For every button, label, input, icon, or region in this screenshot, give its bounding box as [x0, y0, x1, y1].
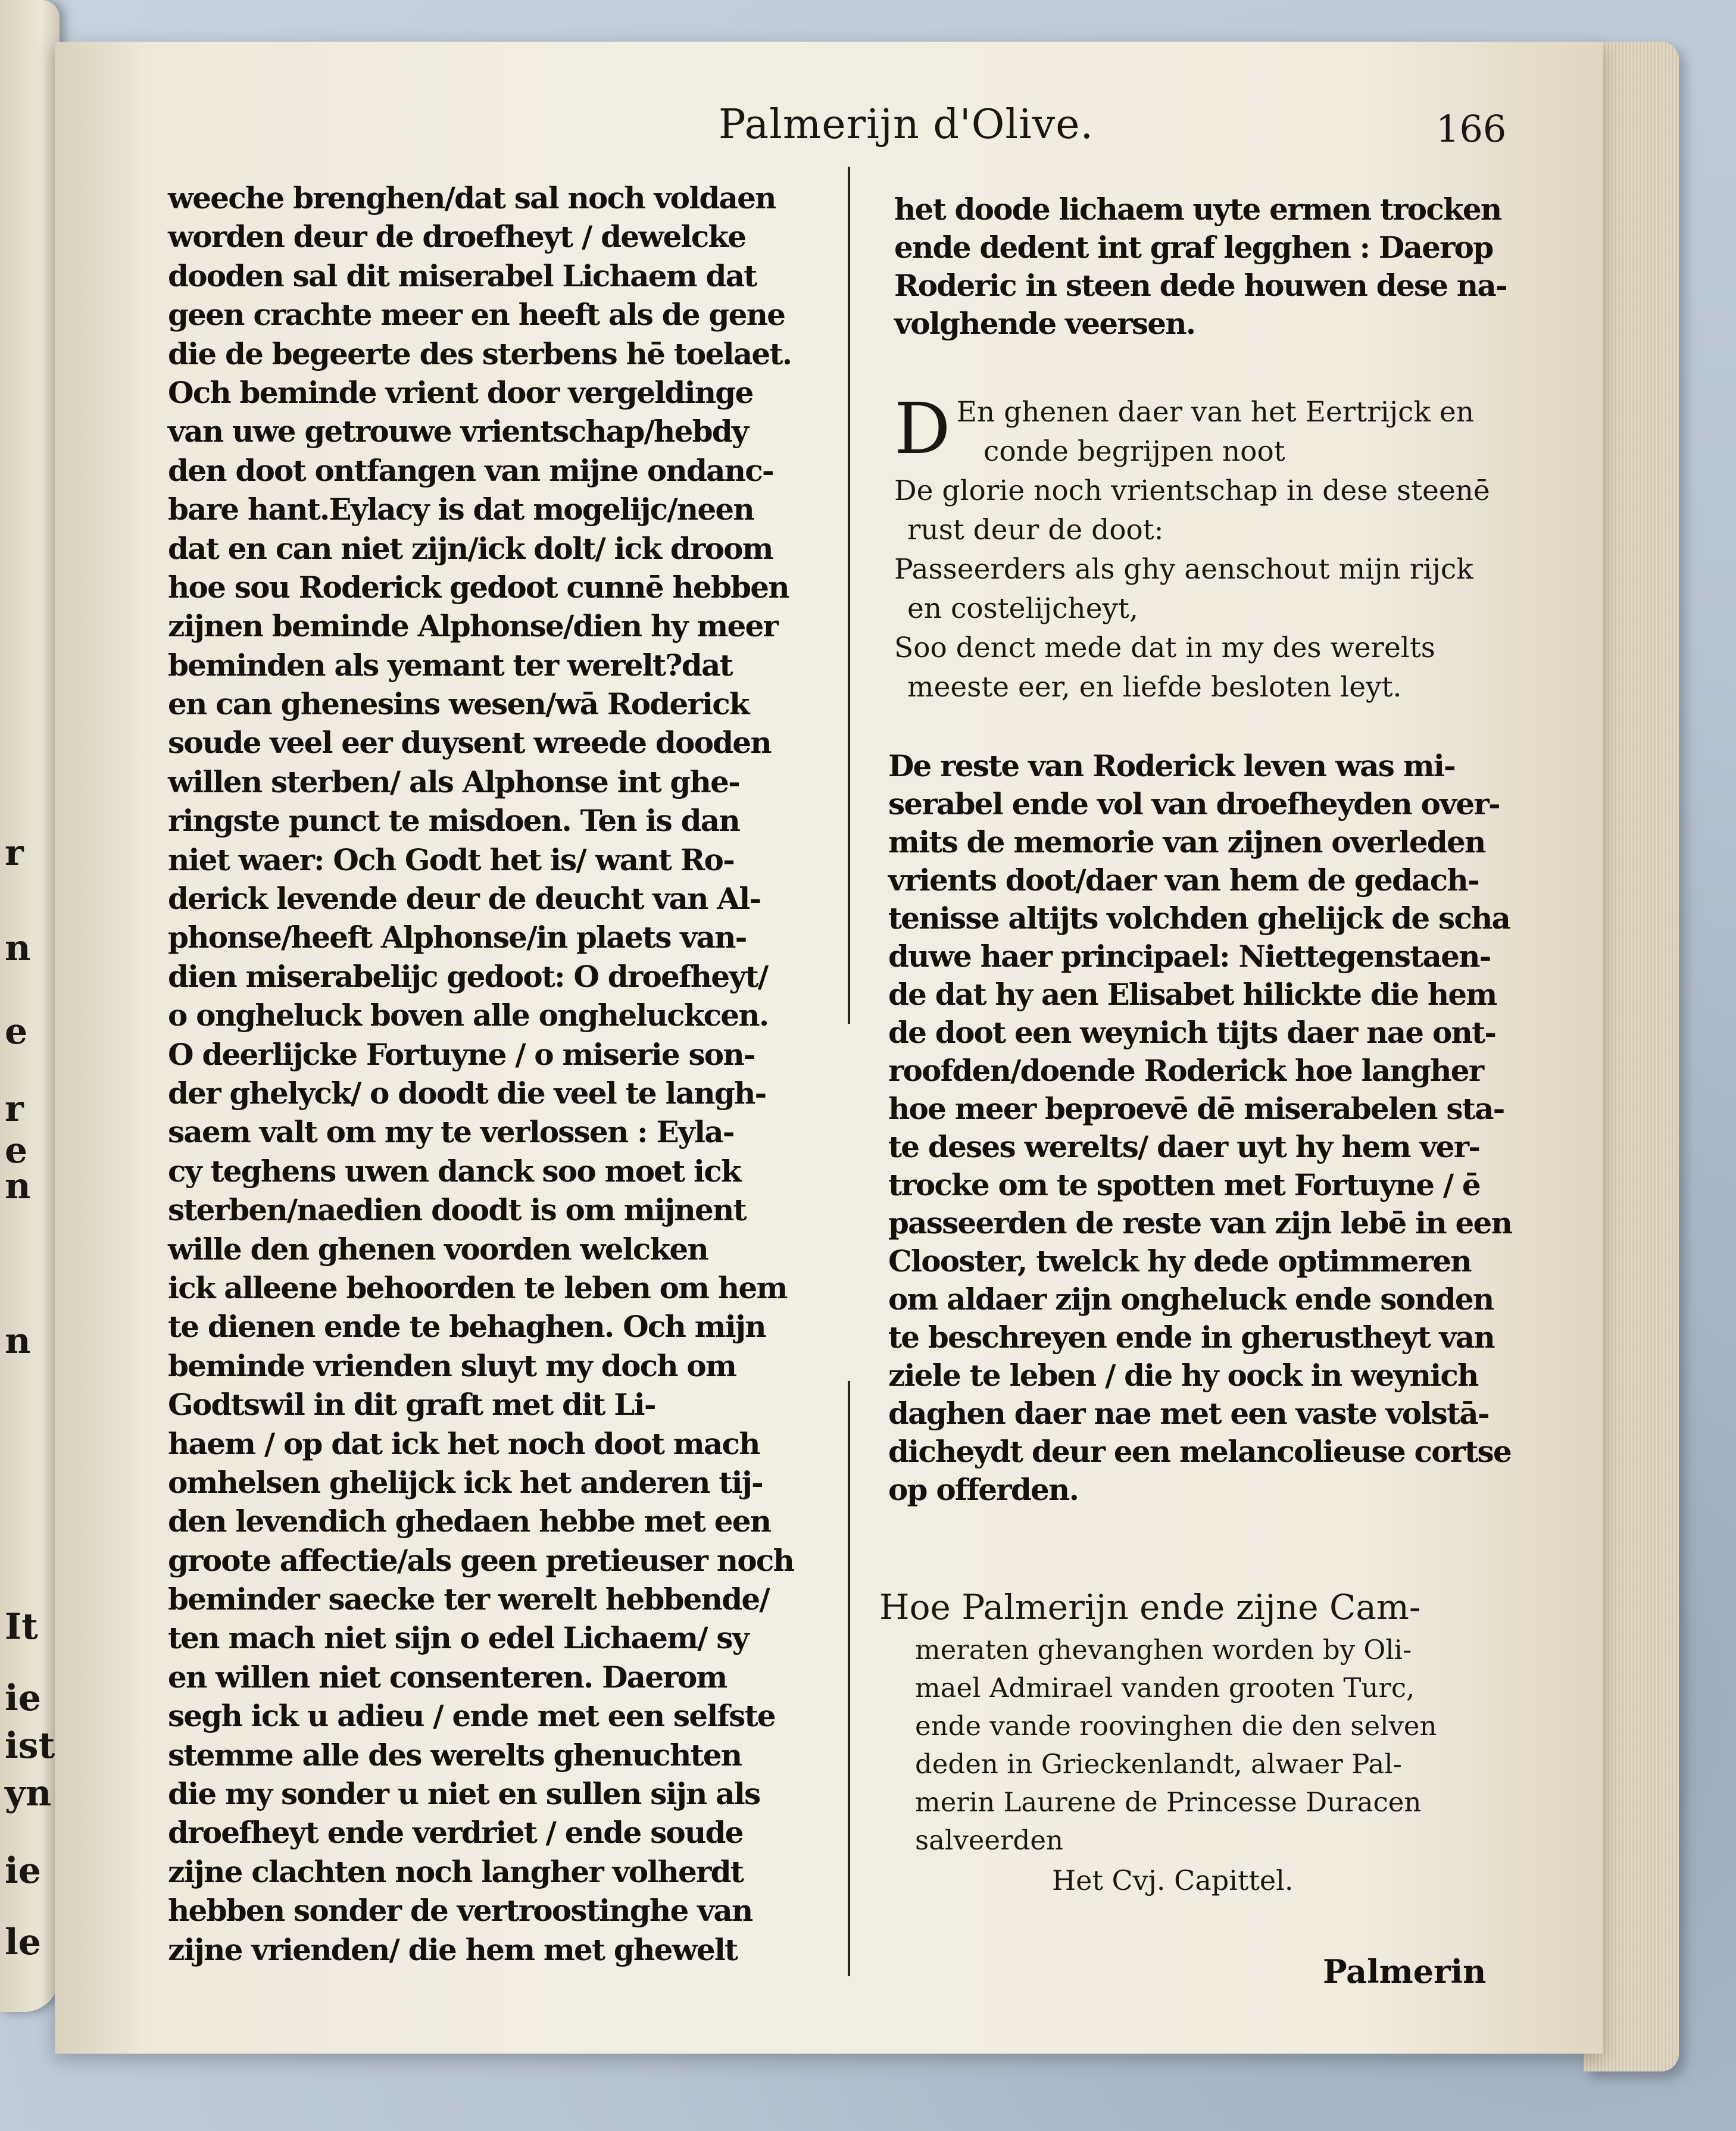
epitaph-verse [894, 388, 1513, 707]
left-page-edge [0, 0, 60, 2012]
text-line: beminde vrienden sluyt my doch om [168, 1348, 736, 1383]
text-line: O deerlijcke Fortuyne / o miserie son- [168, 1036, 755, 1072]
text-line: de doot een weynich tijts daer nae ont- [888, 1015, 1496, 1050]
text-line: willen sterben/ als Alphonse int ghe- [168, 764, 740, 799]
printed-page [55, 42, 1603, 2054]
chapter-title-line: ende vande roovinghen die den selven [915, 1710, 1437, 1742]
verse-line: De glorie noch vrientschap in dese steenē [894, 474, 1490, 507]
text-line: groote affectie/als geen pretieuser noch [168, 1542, 794, 1578]
text-line: omhelsen ghelijck ick het anderen tij- [168, 1464, 763, 1500]
text-line: sterben/naedien doodt is om mijnent [168, 1192, 746, 1228]
text-line: beminder saecke ter werelt hebbende/ [168, 1582, 769, 1617]
text-line: cy teghens uwen danck soo moet ick [168, 1153, 741, 1189]
text-line: trocke om te spotten met Fortuyne / ē [888, 1167, 1480, 1202]
text-line: van uwe getrouwe vrientschap/hebdy [168, 414, 748, 449]
right-text-bottom [888, 747, 1519, 1509]
text-line: Roderic in steen dede houwen dese na- [894, 268, 1507, 303]
column-rule-lower [848, 1381, 850, 1976]
text-line: den levendich ghedaen hebbe met een [168, 1504, 771, 1539]
text-line: zijne vrienden/ die hem met ghewelt [168, 1932, 738, 1967]
verse-line: Passeerders als ghy aenschout mijn rijck [894, 553, 1473, 586]
text-line: om aldaer zijn ongheluck ende sonden [888, 1282, 1494, 1317]
margin-fragment: ie [5, 1677, 41, 1719]
page-number: 166 [1436, 107, 1507, 151]
text-line: te deses werelts/ daer uyt hy hem ver- [888, 1129, 1480, 1164]
margin-fragment: e [5, 1130, 28, 1171]
text-line: De reste van Roderick leven was mi- [888, 748, 1455, 783]
margin-fragment: e [5, 1011, 28, 1052]
text-line: die de begeerte des sterbens hē toelaet. [168, 336, 792, 371]
text-line: saem valt om my te verlossen : Eyla- [168, 1114, 734, 1150]
chapter-title-line: deden in Grieckenlandt, alwaer Pal- [915, 1748, 1402, 1780]
chapter-title-line: meraten ghevanghen worden by Oli- [915, 1634, 1412, 1666]
margin-fragment: n [5, 1166, 31, 1207]
text-line: dooden sal dit miserabel Lichaem dat [168, 258, 757, 293]
text-line: op offerden. [888, 1472, 1079, 1507]
text-line: den doot ontfangen van mijne ondanc- [168, 452, 773, 488]
running-head: Palmerijn d'Olive. [718, 101, 1094, 148]
margin-fragment: ist [5, 1725, 55, 1767]
text-line: dien miserabelijc gedoot: O droefheyt/ [168, 958, 768, 994]
text-line: passeerden de reste van zijn lebē in een [888, 1205, 1512, 1241]
text-line: hoe sou Roderick gedoot cunnē hebben [168, 569, 789, 605]
text-line: hoe meer beproevē dē miserabelen sta- [888, 1091, 1504, 1126]
margin-fragment: le [5, 1921, 41, 1963]
text-line: te dienen ende te behaghen. Och mijn [168, 1309, 766, 1345]
text-line: duwe haer principael: Niettegenstaen- [888, 939, 1491, 974]
text-line: der ghelyck/ o doodt die veel te langh- [168, 1075, 766, 1111]
verse-line: En ghenen daer van het Eertrijck en [956, 396, 1474, 429]
text-line: weeche brenghen/dat sal noch voldaen [168, 180, 776, 215]
margin-fragment: n [5, 927, 31, 969]
margin-fragment: r [5, 832, 24, 874]
verse-line: conde begrijpen noot [983, 435, 1285, 468]
text-line: stemme alle des werelts ghenuchten [168, 1737, 742, 1773]
verse-line: rust deur de doot: [907, 514, 1164, 546]
verse-line: en costelijcheyt, [907, 592, 1138, 625]
text-line: worden deur de droefheyt / dewelcke [168, 219, 746, 255]
text-line: mits de memorie van zijnen overleden [888, 824, 1485, 860]
text-line: tenisse altijts volchden ghelijck de scha [888, 901, 1510, 936]
text-line: te beschreyen ende in gherustheyt van [888, 1320, 1494, 1355]
text-line: serabel ende vol van droefheyden over- [888, 786, 1500, 821]
text-line: droefheyt ende verdriet / ende soude [168, 1815, 743, 1851]
chapter-heading [879, 1583, 1522, 1901]
text-line: dicheydt deur een melancolieuse cortse [888, 1434, 1511, 1469]
text-line: daghen daer nae met een vaste volstā- [888, 1396, 1489, 1431]
text-line: o ongheluck boven alle ongheluckcen. [168, 998, 769, 1033]
text-line: geen crachte meer en heeft als de gene [168, 297, 785, 333]
catchword: Palmerin [1323, 1952, 1487, 1991]
text-line: volghende veersen. [894, 306, 1195, 341]
text-line: zijne clachten noch langher volherdt [168, 1854, 744, 1889]
text-line: haem / op dat ick het noch doot mach [168, 1426, 760, 1461]
text-line: derick levende deur de deucht van Al- [168, 881, 761, 917]
chapter-title-line: mael Admirael vanden grooten Turc, [915, 1672, 1415, 1704]
text-line: soude veel eer duysent wreede dooden [168, 725, 771, 761]
margin-fragment: n [5, 1320, 31, 1362]
text-line: ick alleene behoorden te leben om hem [168, 1270, 787, 1305]
margin-fragment: It [5, 1606, 38, 1648]
text-line: de dat hy aen Elisabet hilickte die hem [888, 977, 1497, 1012]
text-line: en willen niet consenteren. Daerom [168, 1659, 727, 1695]
margin-fragment: yn [5, 1773, 52, 1814]
left-text-column [168, 179, 858, 1969]
text-line: wille den ghenen voorden welcken [168, 1231, 708, 1267]
margin-fragment: r [5, 1088, 24, 1130]
text-line: ende dedent int graf legghen : Daerop [894, 230, 1493, 265]
text-line: ringste punct te misdoen. Ten is dan [168, 803, 739, 839]
text-line: beminden als yemant ter werelt?dat [168, 647, 732, 683]
text-line: en can ghenesins wesen/wā Roderick [168, 686, 749, 722]
column-rule-upper [848, 167, 850, 1024]
chapter-title-line: merin Laurene de Princesse Duracen [915, 1786, 1422, 1818]
text-line: roofden/doende Roderick hoe langher [888, 1053, 1484, 1088]
text-line: dat en can niet zijn/ick dolt/ ick droom [168, 530, 773, 566]
chapter-number: Het Cvj. Capittel. [1052, 1864, 1294, 1896]
margin-fragment: ie [5, 1850, 41, 1892]
text-line: phonse/heeft Alphonse/in plaets van- [168, 920, 747, 955]
drop-cap: D [894, 388, 951, 470]
text-line: Clooster, twelck hy dede optimmeren [888, 1243, 1471, 1279]
text-line: hebben sonder de vertroostinghe van [168, 1893, 753, 1929]
text-line: Och beminde vrient door vergeldinge [168, 374, 753, 410]
text-line: ten mach niet sijn o edel Lichaem/ sy [168, 1620, 748, 1656]
text-line: segh ick u adieu / ende met een selfste [168, 1698, 775, 1734]
verse-line: meeste eer, en liefde besloten leyt. [907, 671, 1402, 704]
text-line: vrients doot/daer van hem de gedach- [888, 863, 1479, 898]
text-line: ziele te leben / die hy oock in weynich [888, 1358, 1478, 1393]
text-line: Godtswil in dit graft met dit Li- [168, 1387, 655, 1423]
chapter-title-line: salveerden [915, 1824, 1063, 1856]
right-text-top [894, 190, 1513, 343]
text-line: die my sonder u niet en sullen sijn als [168, 1776, 760, 1812]
text-line: niet waer: Och Godt het is/ want Ro- [168, 842, 735, 877]
text-line: zijnen beminde Alphonse/dien hy meer [168, 608, 778, 644]
text-line: het doode lichaem uyte ermen trocken [894, 192, 1501, 227]
text-line: bare hant.Eylacy is dat mogelijc/neen [168, 492, 754, 527]
verse-line: Soo denct mede dat in my des werelts [894, 632, 1435, 664]
chapter-title-line: Hoe Palmerijn ende zijne Cam- [879, 1587, 1421, 1627]
